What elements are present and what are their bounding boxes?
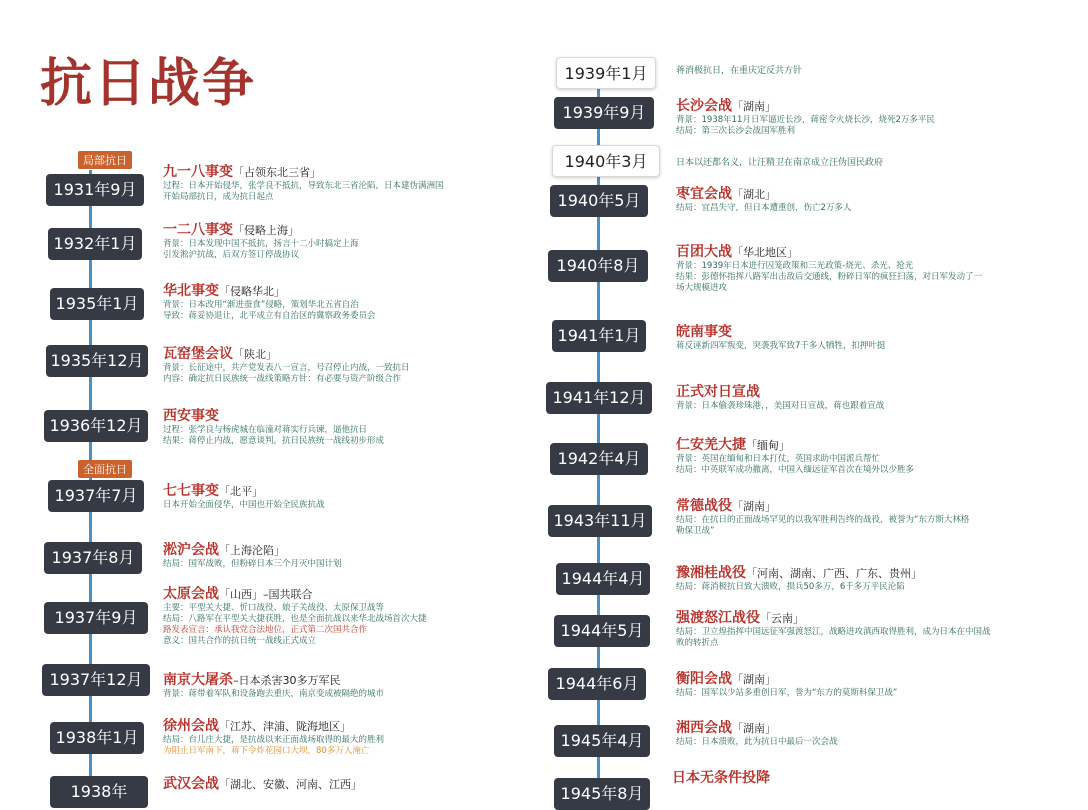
phase-badge-partial: 局部抗日 (78, 151, 132, 169)
event-title (163, 222, 498, 239)
event-detail: 结果：彭德怀指挥八路军出击敌后交通线，粉碎日军的疯狂扫荡，对日军发动了一 (676, 272, 983, 282)
event-name: 百团大战 (676, 244, 732, 260)
event-block (676, 98, 1016, 137)
event-block (163, 408, 498, 447)
event-title (676, 437, 1016, 454)
event-detail: 结局：日本溃败，此为抗日中最后一次会战 (676, 737, 838, 747)
event-region: 「陕北」 (233, 348, 277, 361)
date-label: 1935年12月 (46, 345, 148, 377)
event-detail: 导致：蒋妥协退让，北平成立有自治区的冀察政务委员会 (163, 311, 376, 321)
date-label: 1945年8月 (554, 778, 650, 810)
event-name: 长沙会战 (676, 98, 732, 114)
date-label: 1937年12月 (42, 664, 150, 696)
event-detail: 过程：日本开始侵华，张学良不抵抗，导致东北三省沦陷，日本建伪满洲国 (163, 181, 444, 191)
event-block (676, 186, 1016, 214)
event-name: 太原会战 (163, 586, 219, 602)
event-name: 淞沪会战 (163, 542, 219, 558)
event-detail: 日本开始全面侵华，中国也开始全民族抗战 (163, 500, 325, 510)
event-title (163, 542, 498, 559)
event-block (676, 498, 1016, 537)
event-detail: 勒保卫战” (676, 526, 715, 536)
event-block (676, 157, 1016, 169)
event-title (676, 671, 1016, 688)
event-region: 「云南」 (760, 612, 804, 625)
date-label: 1942年4月 (550, 443, 648, 475)
event-title (163, 718, 498, 735)
event-block (163, 222, 498, 261)
event-detail: 结局：国军战败，但粉碎日本三个月灭中国计划 (163, 559, 342, 569)
event-name: 九一八事变 (163, 164, 233, 180)
event-region: 「侵略华北」 (219, 285, 285, 298)
date-label: 1940年8月 (548, 250, 648, 282)
event-region: 「华北地区」 (732, 246, 798, 259)
event-name: 湘西会战 (676, 720, 732, 736)
event-suffix: –日本杀害30多万军民 (233, 674, 341, 687)
event-block (676, 384, 1016, 412)
date-label: 1943年11月 (548, 505, 652, 537)
event-title (672, 770, 1012, 787)
date-label: 1941年1月 (552, 320, 646, 352)
date-label: 1940年3月 (552, 145, 660, 177)
event-name: 一二八事变 (163, 222, 233, 238)
event-region: 「侵略上海」 (233, 224, 299, 237)
event-detail: 背景：日本偷袭珍珠港，，美国对日宣战，蒋也跟着宣战 (676, 401, 885, 411)
event-block (676, 244, 1016, 294)
event-title (163, 672, 498, 689)
date-label: 1944年6月 (548, 668, 646, 700)
event-block (676, 720, 1016, 748)
event-block (676, 65, 1016, 77)
date-label: 1945年4月 (554, 725, 650, 757)
event-block (163, 483, 498, 511)
event-detail: 引发淞沪抗战，后双方签订停战协议 (163, 250, 300, 260)
event-title (676, 384, 1016, 401)
event-name: 枣宜会战 (676, 186, 732, 202)
event-name: 日本无条件投降 (672, 770, 770, 786)
event-detail: 意义：国共合作的抗日统一战线正式成立 (163, 636, 317, 646)
date-label: 1937年9月 (44, 602, 148, 634)
event-detail: 日本以还都名义，让汪精卫在南京成立汪伪国民政府 (676, 158, 884, 168)
event-block (676, 610, 1016, 649)
event-name: 南京大屠杀 (163, 672, 233, 688)
event-region: 「山西」 (219, 588, 263, 601)
date-label: 1931年9月 (46, 174, 144, 206)
event-name: 瓦窑堡会议 (163, 346, 233, 362)
event-block (676, 565, 1016, 593)
event-detail: 结局：八路军在平型关大捷获胜，也是全面抗战以来华北战场首次大捷 (163, 614, 427, 624)
event-detail: 过程：张学良与杨虎城在临潼对蒋实行兵谏，逼他抗日 (163, 425, 368, 435)
event-detail: 结局：第三次长沙会战国军胜利 (676, 126, 796, 136)
event-name: 正式对日宣战 (676, 384, 760, 400)
event-detail: 开始局部抗日，成为抗日起点 (163, 192, 274, 202)
event-region: 「江苏、津浦、陇海地区」 (219, 720, 351, 733)
event-detail: 场大规模进攻 (676, 283, 728, 293)
event-region: 「湖北、安徽、河南、江西」 (219, 778, 362, 791)
event-detail: 蒋消极抗日，在重庆定反共方针 (676, 66, 803, 76)
event-region: 「湖南」 (732, 673, 776, 686)
event-title (676, 565, 1016, 582)
event-title (163, 483, 498, 500)
event-detail: 结局：国军以少站多重创日军，誉为“东方的莫斯科保卫战” (676, 688, 898, 698)
event-name: 皖南事变 (676, 324, 732, 340)
date-label: 1935年1月 (50, 288, 144, 320)
date-label: 1941年12月 (546, 382, 652, 414)
date-label: 1938年1月 (50, 722, 144, 754)
date-label: 1944年5月 (554, 615, 650, 647)
event-title (676, 98, 1016, 115)
event-detail: 为阻止日军南下，蒋下令炸花园口大坝，80多万人淹亡 (163, 746, 370, 756)
event-title (163, 586, 498, 603)
event-block (163, 672, 498, 700)
event-title (676, 720, 1016, 737)
event-detail: 结局：台儿庄大捷，是抗战以来正面战场取得的最大的胜利 (163, 735, 385, 745)
event-detail: 结局：蒋消极抗日致大溃败，损兵50多万，6千多万平民沦陷 (676, 582, 905, 592)
event-block (163, 283, 498, 322)
event-detail: 背景：1939年日本进行囚笼政策和三光政策-烧光、杀光、抢光 (676, 261, 914, 271)
event-region: 「上海沦陷」 (219, 544, 285, 557)
event-detail: 主要：平型关大捷、忻口战役、娘子关战役、太原保卫战等 (163, 603, 385, 613)
event-block (163, 164, 498, 203)
event-detail: 背景：长征途中，共产党发表八一宣言，号召停止内战，一致抗日 (163, 363, 410, 373)
event-name: 华北事变 (163, 283, 219, 299)
event-title (676, 186, 1016, 203)
event-title (163, 346, 498, 363)
event-title (163, 164, 498, 181)
date-label: 1944年4月 (556, 563, 650, 595)
date-label: 1932年1月 (48, 228, 142, 260)
event-name: 仁安羌大捷 (676, 437, 746, 453)
date-label: 1940年5月 (550, 185, 648, 217)
event-detail: 结果：蒋停止内战，愿意谈判，抗日民族统一战线初步形成 (163, 436, 385, 446)
event-name: 西安事变 (163, 408, 219, 424)
event-block (163, 346, 498, 385)
date-label: 1939年1月 (556, 57, 656, 89)
event-detail: 蒋反诬新四军叛变，突袭我军致7千多人牺牲，扣押叶挺 (676, 341, 886, 351)
event-name: 武汉会战 (163, 776, 219, 792)
event-region: 「北平」 (219, 485, 263, 498)
event-name: 强渡怒江战役 (676, 610, 760, 626)
event-block (676, 324, 1016, 352)
event-title (676, 610, 1016, 627)
date-label: 1939年9月 (554, 97, 654, 129)
event-detail: 背景：蒋带着军队和设备跑去重庆，南京变成被隔绝的城市 (163, 689, 385, 699)
event-region: 「湖南」 (732, 722, 776, 735)
event-title (676, 324, 1016, 341)
date-label: 1937年7月 (48, 480, 144, 512)
event-detail: 内容：确定抗日民族统一战线策略方针：有必要与资产阶级合作 (163, 374, 402, 384)
event-region: 「缅甸」 (746, 439, 790, 452)
page-title: 抗日战争 (40, 54, 257, 114)
event-name: 常德战役 (676, 498, 732, 514)
event-region: 「湖北」 (732, 188, 776, 201)
event-name: 徐州会战 (163, 718, 219, 734)
phase-badge-full: 全面抗日 (78, 460, 132, 478)
event-block (676, 671, 1016, 699)
event-detail: 结局：宜昌失守，但日本遭重创，伤亡2万多人 (676, 203, 852, 213)
event-detail: 背景：日本改用“渐进蚕食”侵略，策划华北五省自治 (163, 300, 359, 310)
event-name: 豫湘桂战役 (676, 565, 746, 581)
event-detail: 背景：1938年11月日军逼近长沙，蒋密令火烧长沙，烧死2万多平民 (676, 115, 935, 125)
event-region: 「占领东北三省」 (233, 166, 321, 179)
event-title (676, 498, 1016, 515)
event-block (672, 770, 1012, 787)
event-region: 「河南、湖南、广西、广东、贵州」 (746, 567, 922, 580)
event-block (163, 586, 498, 647)
event-suffix: –国共联合 (263, 588, 313, 601)
event-detail: 结局：卫立煌指挥中国远征军强渡怒江，战略进攻滇西取得胜利，成为日本在中国战 (676, 627, 991, 637)
event-title (163, 408, 498, 425)
event-detail: 背景：日本发现中国不抵抗，扬言十二小时搞定上海 (163, 239, 359, 249)
event-block (163, 542, 498, 570)
event-region: 「湖南」 (732, 500, 776, 513)
event-name: 衡阳会战 (676, 671, 732, 687)
event-detail: 结局：中英联军成功撤离，中国入缅远征军首次在境外以少胜多 (676, 465, 915, 475)
date-label: 1938年 (50, 776, 148, 808)
event-detail: 结局：在抗日的正面战场罕见的以我军胜利告终的战役，被誉为“东方斯大林格 (676, 515, 970, 525)
event-block (163, 718, 498, 757)
event-detail: 败的转折点 (676, 638, 719, 648)
date-label: 1936年12月 (44, 410, 148, 442)
event-name: 七七事变 (163, 483, 219, 499)
event-region: 「湖南」 (732, 100, 776, 113)
event-detail: 路发表宣言：承认我党合法地位，正式第二次国共合作 (163, 625, 368, 635)
event-title (676, 244, 1016, 261)
event-title (163, 283, 498, 300)
date-label: 1937年8月 (44, 542, 142, 574)
event-block (676, 437, 1016, 476)
event-detail: 背景：英国在缅甸和日本打仗，英国求助中国派兵帮忙 (676, 454, 881, 464)
